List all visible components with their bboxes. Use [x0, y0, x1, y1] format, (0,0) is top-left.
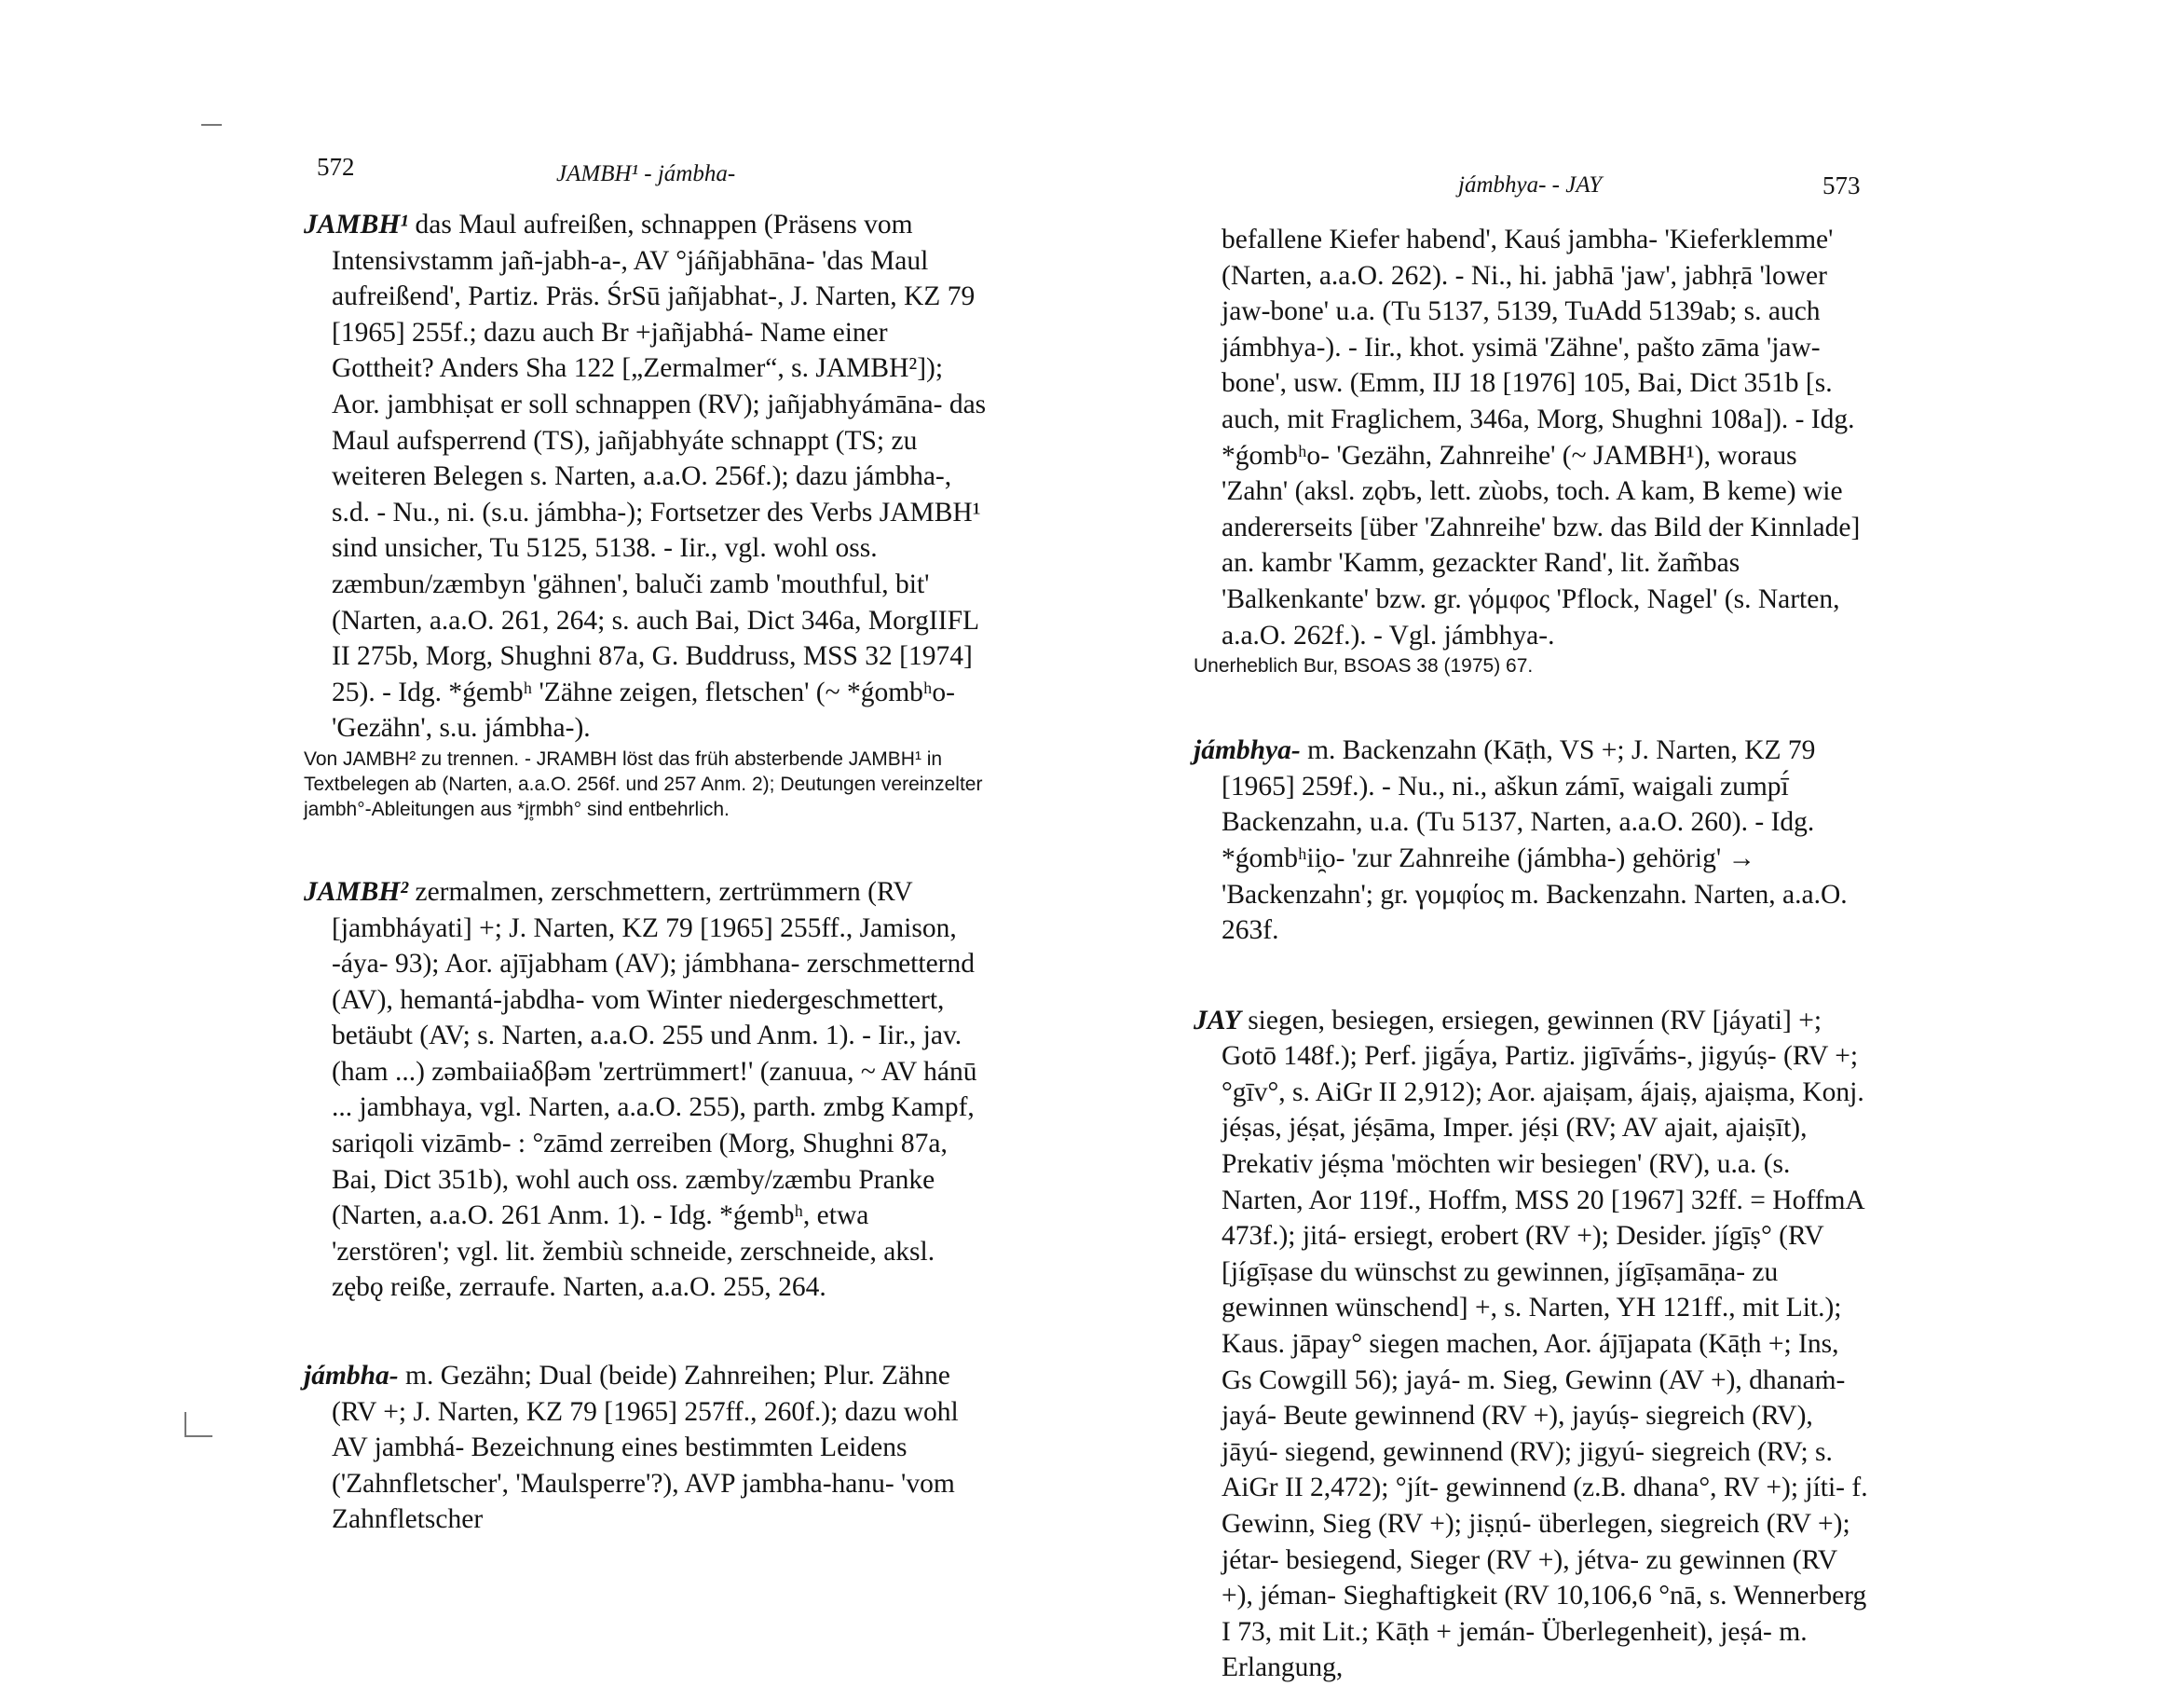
entry-jay [1194, 1003, 1870, 1686]
right-column [1194, 222, 1870, 1686]
headword: JAY [1194, 1005, 1241, 1035]
left-page-number: 572 [317, 153, 355, 181]
headword: jámbhya- [1194, 735, 1301, 766]
entry-jambh1 [304, 207, 990, 747]
continuation-note: Unerheblich Bur, BSOAS 38 (1975) 67. [1194, 655, 1534, 678]
entry-text: siegen, besiegen, ersiegen, gewinnen (RV [jáyati] +; Gotō 148f.); Perf. jigā́ya, Partiz. jigīvā́ṁs-, jigyúṣ- (RV +; °gīv°, s. AiGr II 2,912); Aor. ajaiṣam, ájaiṣ, ajaiṣma, Konj. jéṣas, jéṣat, jéṣāma, Imper. jéṣi (RV; AV ajait, ajaiṣīt), Prekativ jéṣma 'möchten wir besiegen' (RV), u.a. (s. Narten, Aor 119f., Hoffm, MSS 20 [1967] 32ff. = HoffmA 473f.); jitá- ersiegt, erobert (RV +); Desider. jígīṣ° (RV [jígīṣase du wünschst zu gewinnen, jígīṣamāṇa- zu gewinnen wünschend] +, s. Narten, YH 121ff., mit Lit.); Kaus. jāpay° siegen machen, Aor. ájījapata (Kāṭh +; Ins, Gs Cowgill 56); jayá- m. Sieg, Gewinn (AV +), dhanaṁ-jayá- Beute gewinnend (RV +), jayúṣ- siegreich (RV), jāyú- siegend, gewinnend (RV); jigyú- siegreich (RV; s. AiGr II 2,472); °jít- gewinnend (z.B. dhana°, RV +); jíti- f. Gewinn, Sieg (RV +); jiṣṇú- überlegen, siegreich (RV +); jétar- besiegend, Sieger (RV +), jétva- zu gewinnen (RV +), jéman- Sieghaftigkeit (RV 10,106,6 °nā, s. Wennerberg I 73, mit Lit.; Kāṭh + jemán- Überlegenheit), jeṣá- m. Erlangung, [1222, 1005, 1868, 1683]
entry-text: das Maul aufreißen, schnappen (Präsens vom Intensivstamm jañ-jabh-a-, AV °jáñjabhāna- 'das Maul aufreißend', Partiz. Präs. ŚrSū jañjabhat-, J. Narten, KZ 79 [1965] 255f.; dazu auch Br +jañjabhá- Name einer Gottheit? Anders Sha 122 [„Zermalmer“, s. JAMBH²]); Aor. jambhiṣat er soll schnappen (RV); jañjabhyámāna- das Maul aufsperrend (TS), jañjabhyáte schnappt (TS; zu weiteren Belegen s. Narten, a.a.O. 256f.); dazu jámbha-, s.d. - Nu., ni. (s.u. jámbha-); Fortsetzer des Verbs JAMBH¹ sind unsicher, Tu 5125, 5138. - Iir., vgl. wohl oss. zæmbun/zæmbyn 'gähnen', baluči zamb 'mouthful, bit' (Narten, a.a.O. 261, 264; s. auch Bai, Dict 346a, MorgIIFL II 275b, Morg, Shughni 87a, G. Buddruss, MSS 32 [1974] 25). - Idg. *ǵembʰ 'Zähne zeigen, fletschen' (~ *ǵombʰo- 'Gezähn', s.u. jámbha-). [332, 210, 987, 744]
entry-jambha [304, 1358, 990, 1538]
scan-mark-top [201, 124, 222, 126]
left-running-head: JAMBH¹ - jámbha- [556, 161, 736, 186]
scan-mark-left-vertical [184, 1412, 186, 1436]
entry-jambhya [1194, 733, 1870, 949]
continuation-text: befallene Kiefer habend', Kauś jambha- 'Kieferklemme' (Narten, a.a.O. 262). - Ni., hi. jabhā 'jaw', jabhṛā 'lower jaw-bone' u.a. (Tu 5137, 5139, TuAdd 5139ab; s. auch jámbhya-). - Iir., khot. ysimä 'Zähne', pašto zāma 'jaw-bone', usw. (Emm, IIJ 18 [1976] 105, Bai, Dict 351b [s. auch, mit Fraglichem, 346a, Morg, Shughni 108a]). - Idg. *ǵombʰo- 'Gezähn, Zahnreihe' (~ JAMBH¹), woraus 'Zahn' (aksl. zǫbъ, lett. zùobs, toch. A kam, B keme) wie andererseits [über 'Zahnreihe' bzw. das Bild der Kinnlade] an. kambr 'Kamm, gezackter Rand', lit. žam̃bas 'Balkenkante' bzw. gr. γόμφος 'Pflock, Nagel' (s. Narten, a.a.O. 262f.). - Vgl. jámbhya-. [1222, 225, 1861, 651]
right-running-head: jámbhya- - JAY [1458, 172, 1603, 198]
entry-text: m. Gezähn; Dual (beide) Zahnreihen; Plur. Zähne (RV +; J. Narten, KZ 79 [1965] 257ff., 260f.); dazu wohl AV jambhá- Bezeichnung eines bestimmten Leidens ('Zahnfletscher', 'Maulsperre'?), AVP jambha-hanu- 'vom Zahnfletscher [332, 1361, 959, 1535]
left-column [304, 207, 990, 1538]
entry-jambh2 [304, 874, 990, 1306]
note-jambh1: Von JAMBH² zu trennen. - JRAMBH löst das früh absterbende JAMBH¹ in Textbelegen ab (Narten, a.a.O. 256f. und 257 Anm. 2); Deutungen vereinzelter jambh°-Ableitungen aus *jr̥mbh° sind entbehrlich. [304, 747, 983, 820]
entry-text: m. Backenzahn (Kāṭh, VS +; J. Narten, KZ 79 [1965] 259f.). - Nu., ni., aškun zámī, waigali zumpī́ Backenzahn, u.a. (Tu 5137, Narten, a.a.O. 260). - Idg. *ǵombʰii̯o- 'zur Zahnreihe (jámbha-) gehörig' → 'Backenzahn'; gr. γομφίος m. Backenzahn. Narten, a.a.O. 263f. [1222, 735, 1848, 946]
right-page-number: 573 [1822, 171, 1861, 199]
headword: JAMBH¹ [304, 210, 409, 240]
scan-mark-left-horizontal [184, 1435, 212, 1437]
headword: jámbha- [304, 1361, 399, 1391]
entry-text: zermalmen, zerschmettern, zertrümmern (RV [jambháyati] +; J. Narten, KZ 79 [1965] 255ff., Jamison, -áya- 93); Aor. ajījabham (AV); jámbhana- zerschmetternd (AV), hemantá-jabdha- vom Winter niedergeschmettert, betäubt (AV; s. Narten, a.a.O. 255 und Anm. 1). - Iir., jav. (ham ...) zəmbaiiaδβəm 'zertrümmert!' (zanuua, ~ AV hánū ... jambhaya, vgl. Narten, a.a.O. 255), parth. zmbg Kampf, sariqoli vizāmb- : °zāmd zerreiben (Morg, Shughni 87a, Bai, Dict 351b), wohl auch oss. zæmby/zæmbu Pranke (Narten, a.a.O. 261 Anm. 1). - Idg. *ǵembʰ, etwa 'zerstören'; vgl. lit. žembiù schneide, zerschneide, aksl. zębǫ reiße, zerraufe. Narten, a.a.O. 255, 264. [332, 876, 977, 1303]
headword: JAMBH² [304, 876, 409, 907]
